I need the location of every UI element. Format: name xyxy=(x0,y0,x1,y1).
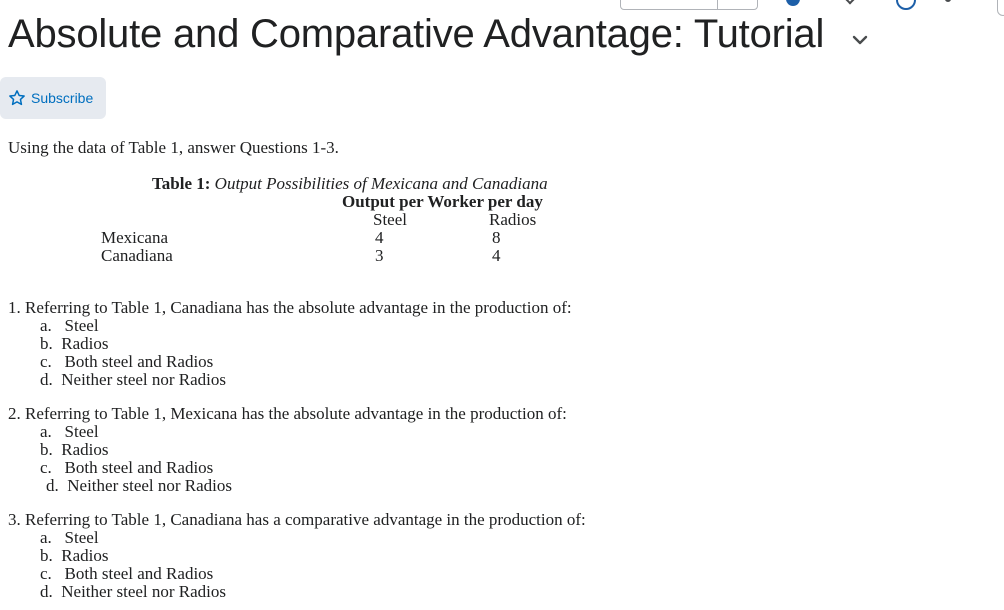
chevron-down-icon[interactable] xyxy=(842,0,859,4)
table-row-label: Mexicana xyxy=(101,228,169,247)
question-2-option-b: b. Radios xyxy=(40,440,109,459)
question-1-option-c: c. Both steel and Radios xyxy=(40,352,214,371)
question-1-option-a: a. Steel xyxy=(40,316,99,335)
toolbar-split-button[interactable] xyxy=(620,0,758,10)
subscribe-label: Subscribe xyxy=(31,90,94,106)
settings-icon[interactable] xyxy=(786,0,800,6)
toolbar-edge-button[interactable] xyxy=(997,0,1004,16)
question-3-option-d: d. Neither steel nor Radios xyxy=(40,582,227,601)
question-1-option-b: b. Radios xyxy=(40,334,109,353)
table-label: Table 1: xyxy=(152,174,211,193)
table-header: Output per Worker per day xyxy=(342,192,543,211)
table-row-label: Canadiana xyxy=(101,246,173,265)
question-2-option-a: a. Steel xyxy=(40,422,99,441)
table-caption-text: Output Possibilities of Mexicana and Canadiana xyxy=(214,174,548,193)
table-caption xyxy=(152,175,548,193)
intro-text: Using the data of Table 1, answer Questions 1-3. xyxy=(8,138,339,157)
top-toolbar xyxy=(0,0,1004,10)
question-2-option-d: d. Neither steel nor Radios xyxy=(46,476,233,495)
question-3: 3. Referring to Table 1, Canadiana has a comparative advantage in the production of: xyxy=(8,510,586,529)
question-2-option-c: c. Both steel and Radios xyxy=(40,458,214,477)
table-cell: 4 xyxy=(492,246,501,265)
help-icon[interactable] xyxy=(896,0,916,10)
question-3-option-a: a. Steel xyxy=(40,528,99,547)
more-icon[interactable] xyxy=(945,0,951,2)
column-header-steel: Steel xyxy=(373,210,407,229)
table-cell: 8 xyxy=(492,228,501,247)
question-1-option-d: d. Neither steel nor Radios xyxy=(40,370,227,389)
question-2: 2. Referring to Table 1, Mexicana has the absolute advantage in the production of: xyxy=(8,404,567,423)
star-icon xyxy=(8,89,26,107)
title-menu-chevron-icon[interactable] xyxy=(850,30,870,50)
table-cell: 3 xyxy=(375,246,384,265)
question-1: 1. Referring to Table 1, Canadiana has the absolute advantage in the production of: xyxy=(8,298,572,317)
question-3-option-b: b. Radios xyxy=(40,546,109,565)
table-cell: 4 xyxy=(375,228,384,247)
page-title: Absolute and Comparative Advantage: Tutorial xyxy=(8,12,825,56)
question-3-option-c: c. Both steel and Radios xyxy=(40,564,214,583)
title-row xyxy=(8,12,870,57)
subscribe-button[interactable] xyxy=(0,77,106,119)
column-header-radios: Radios xyxy=(489,210,537,229)
